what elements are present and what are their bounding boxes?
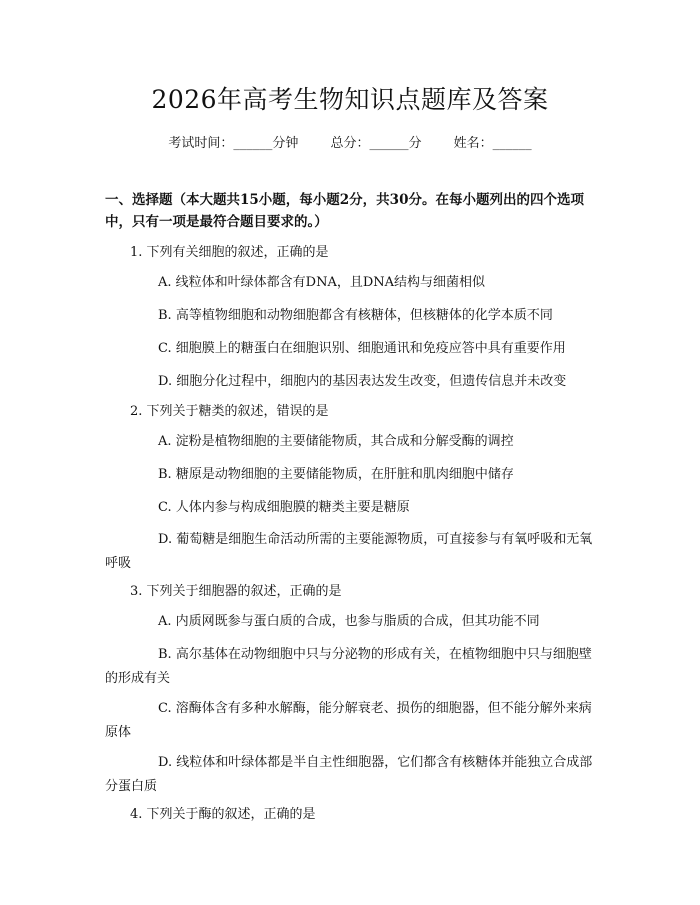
page-title: 2026年高考生物知识点题库及答案 <box>151 85 549 114</box>
question-1-option-c: C. 细胞膜上的糖蛋白在细胞识别、细胞通讯和免疫应答中具有重要作用 <box>158 341 566 356</box>
question-2-option-d: D. 葡萄糖是细胞生命活动所需的主要能源物质，可直接参与有氧呼吸和无氧呼吸 <box>105 532 593 571</box>
question-4-stem: 4. 下列关于酶的叙述，正确的是 <box>130 807 316 822</box>
question-1-option-d: D. 细胞分化过程中，细胞内的基因表达发生改变，但遗传信息并未改变 <box>158 374 567 389</box>
exam-name: 姓名：______ <box>453 136 532 151</box>
section-heading: 一、选择题（本大题共15小题，每小题2分，共30分。在每小题列出的四个选项中，只有一项是最符合题目要求的。） <box>105 192 584 230</box>
question-2-stem: 2. 下列关于糖类的叙述，错误的是 <box>130 404 329 419</box>
exam-time: 考试时间：______分钟 <box>168 136 299 151</box>
question-3-option-d: D. 线粒体和叶绿体都是半自主性细胞器，它们都含有核糖体并能独立合成部分蛋白质 <box>105 755 593 794</box>
question-1-option-a: A. 线粒体和叶绿体都含有DNA，且DNA结构与细菌相似 <box>158 275 486 290</box>
question-3-stem: 3. 下列关于细胞器的叙述，正确的是 <box>130 584 342 599</box>
question-1-stem: 1. 下列有关细胞的叙述，正确的是 <box>130 245 329 260</box>
question-2-option-c: C. 人体内参与构成细胞膜的糖类主要是糖原 <box>158 500 410 515</box>
question-3-option-b: B. 高尔基体在动物细胞中只与分泌物的形成有关，在植物细胞中只与细胞壁的形成有关 <box>105 647 592 686</box>
question-2-option-b: B. 糖原是动物细胞的主要储能物质，在肝脏和肌肉细胞中储存 <box>158 467 514 482</box>
exam-meta <box>0 132 700 151</box>
exam-score: 总分：______分 <box>330 136 422 151</box>
question-3-option-c: C. 溶酶体含有多种水解酶，能分解衰老、损伤的细胞器，但不能分解外来病原体 <box>105 701 592 740</box>
question-2-option-a: A. 淀粉是植物细胞的主要储能物质，其合成和分解受酶的调控 <box>158 434 514 449</box>
question-3-option-a: A. 内质网既参与蛋白质的合成，也参与脂质的合成，但其功能不同 <box>158 614 540 629</box>
question-1-option-b: B. 高等植物细胞和动物细胞都含有核糖体，但核糖体的化学本质不同 <box>158 308 553 323</box>
